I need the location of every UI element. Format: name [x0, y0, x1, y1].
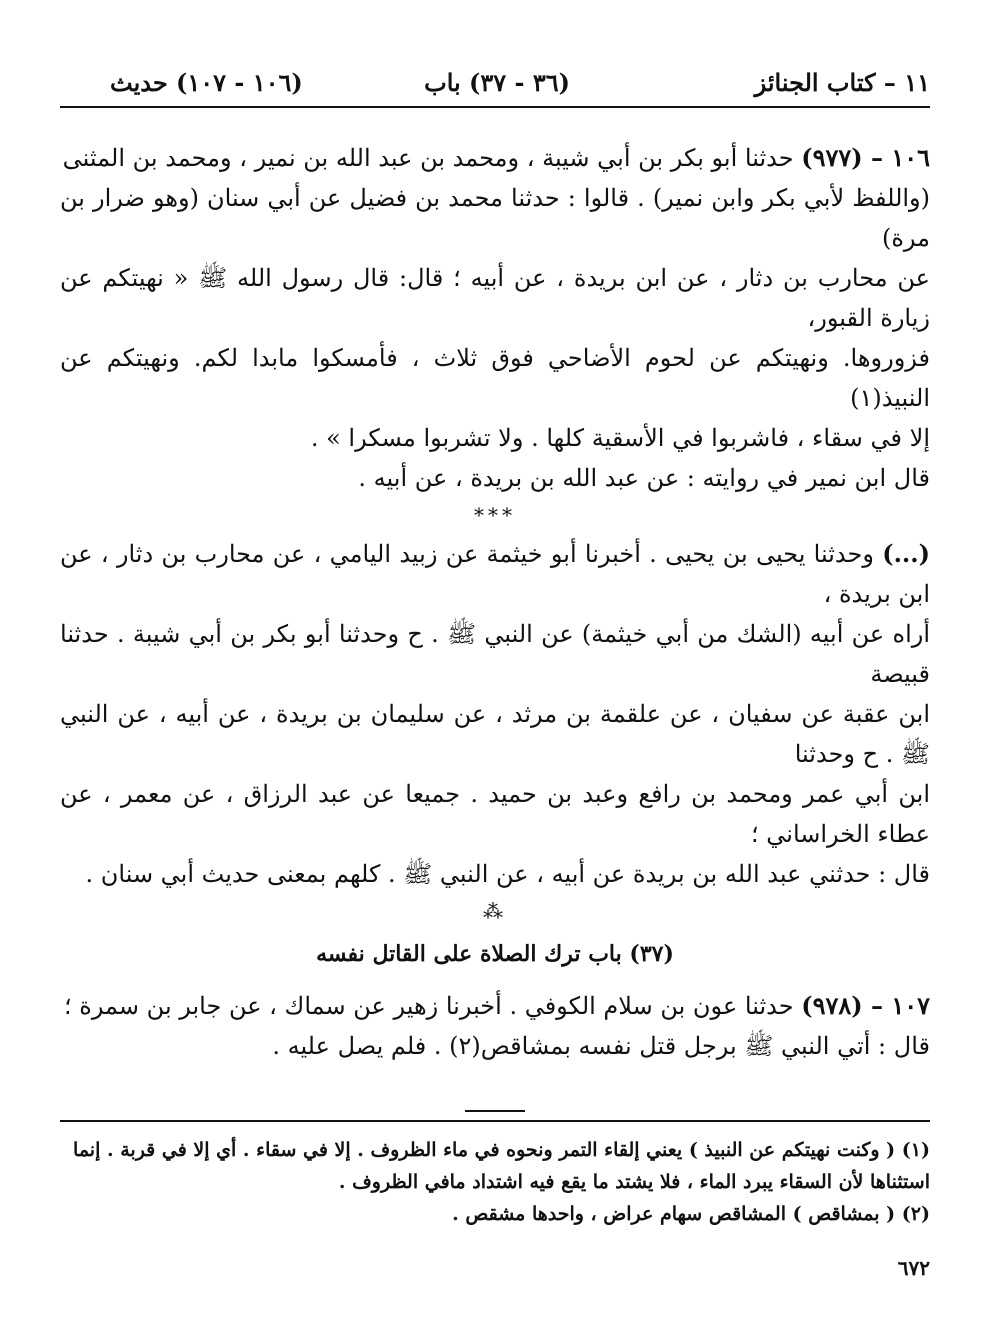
hadith-line	[60, 138, 930, 178]
hadith-number: ١٠٦ – (٩٧٧)	[801, 143, 930, 172]
hadith-line: فزوروها. ونهيتكم عن لحوم الأضاحي فوق ثلاث ، فأمسكوا مابدا لكم. ونهيتكم عن النبيذ(١)	[60, 344, 930, 412]
hadith-number: ١٠٧ – (٩٧٨)	[801, 991, 930, 1020]
hadith-line: قال : أتي النبي ﷺ برجل قتل نفسه بمشاقص(٢) . فلم يصل عليه .	[272, 1032, 930, 1060]
header-book-title: ١١ – كتاب الجنائز	[754, 68, 930, 97]
footnote-line: استثناها لأن السقاء يبرد الماء ، فلا يشتد ما يقع فيه اشتداد مافي الظروف .	[338, 1171, 930, 1193]
hadith-line: قال ابن نمير في روايته : عن عبد الله بن بريدة ، عن أبيه .	[358, 464, 930, 492]
section-separator: ***	[474, 503, 516, 527]
running-header	[60, 60, 930, 104]
header-chapter-range: (٣٦ - ٣٧) باب	[424, 68, 570, 97]
chapter-title: (٣٧) باب ترك الصلاة على القاتل نفسه	[316, 941, 674, 967]
hadith-line: أراه عن أبيه (الشك من أبي خيثمة) عن النبي ﷺ . ح وحدثنا أبو بكر بن أبي شيبة . حدثنا قبيصة	[60, 620, 930, 688]
hadith-text: حدثنا أبو بكر بن أبي شيبة ، ومحمد بن عبد الله بن نمير ، ومحمد بن المثنى	[62, 144, 794, 172]
hadith-line	[60, 986, 930, 1026]
hadith-number: (...)	[882, 539, 930, 568]
hadith-line: ابن عقبة عن سفيان ، عن علقمة بن مرثد ، عن سليمان بن بريدة ، عن أبيه ، عن النبي ﷺ . ح وحدثنا	[60, 700, 930, 768]
hadith-107	[60, 986, 930, 1066]
hadith-106-alt-chains	[60, 534, 930, 894]
hadith-text: وحدثنا يحيى بن يحيى . أخبرنا أبو خيثمة عن زبيد اليامي ، عن محارب بن دثار ، عن ابن بريدة ،	[60, 540, 930, 608]
hadith-line: إلا في سقاء ، فاشربوا في الأسقية كلها . ولا تشربوا مسكرا » .	[310, 424, 930, 452]
page-number: ٦٧٢	[897, 1256, 930, 1280]
hadith-line	[60, 534, 930, 614]
section-separator: ⁂	[483, 899, 507, 923]
footnotes	[60, 1120, 930, 1230]
hadith-text: حدثنا عون بن سلام الكوفي . أخبرنا زهير عن سماك ، عن جابر بن سمرة ؛	[63, 992, 794, 1020]
header-hadith-range: (١٠٦ - ١٠٧) حديث	[110, 68, 303, 97]
end-rule	[465, 1110, 525, 1112]
footnote-line: (١) ( وكنت نهيتكم عن النبيذ ) يعني إلقاء التمر ونحوه في ماء الظروف . إلا في سقاء . أي إلا في قربة . إنما	[73, 1139, 930, 1161]
hadith-106	[60, 138, 930, 498]
hadith-line: ابن أبي عمر ومحمد بن رافع وعبد بن حميد . جميعا عن عبد الرزاق ، عن معمر ، عن عطاء الخراساني ؛	[60, 780, 930, 848]
footnote-line: (٢) ( بمشاقص ) المشاقص سهام عراض ، واحدها مشقص .	[452, 1203, 930, 1225]
book-page	[60, 60, 930, 1300]
hadith-line: عن محارب بن دثار ، عن ابن بريدة ، عن أبيه ؛ قال: قال رسول الله ﷺ « نهيتكم عن زيارة القبور،	[60, 264, 930, 332]
hadith-line: قال : حدثني عبد الله بن بريدة عن أبيه ، عن النبي ﷺ . كلهم بمعنى حديث أبي سنان .	[85, 860, 930, 888]
hadith-line: (واللفظ لأبي بكر وابن نمير) . قالوا : حدثنا محمد بن فضيل عن أبي سنان (وهو ضرار بن مرة)	[60, 184, 930, 252]
footnote-rule	[60, 1120, 930, 1122]
main-text	[60, 138, 930, 1112]
header-rule	[60, 106, 930, 108]
